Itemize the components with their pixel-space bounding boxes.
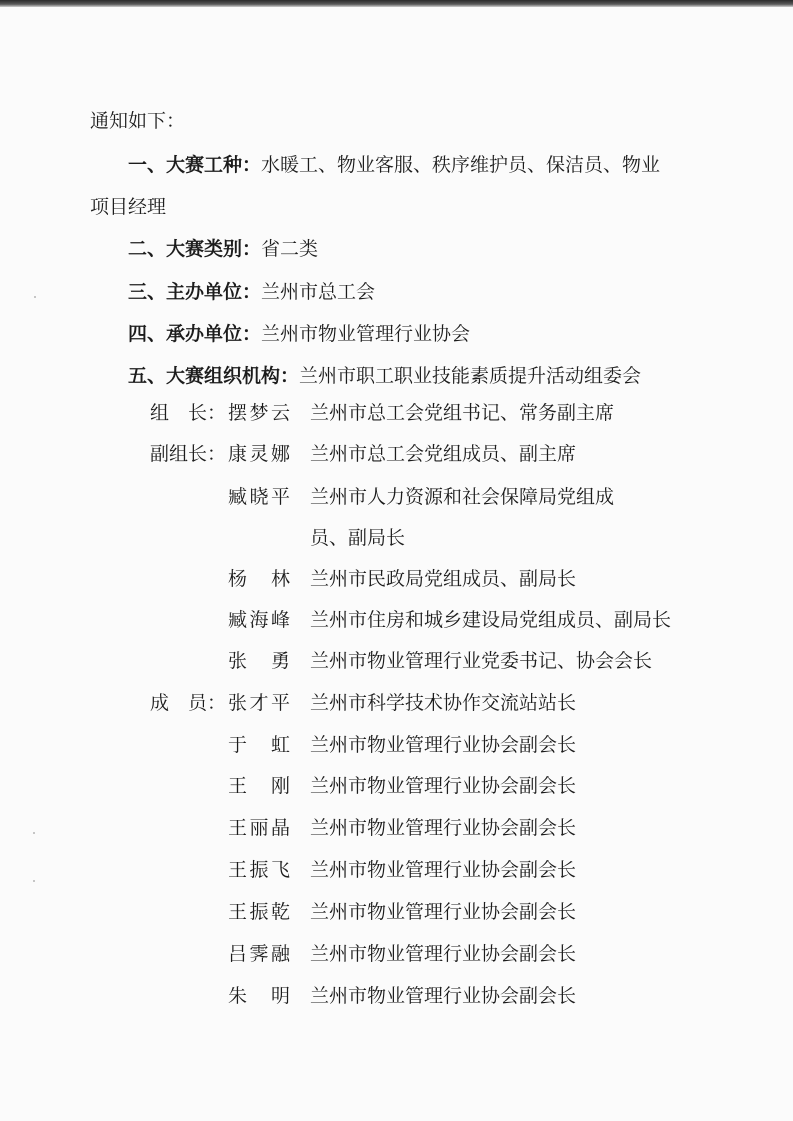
person-name: 康灵娜: [228, 443, 290, 465]
scan-speck: [33, 832, 35, 834]
section-text: 水暖工、物业客服、秩序维护员、保洁员、物业: [261, 154, 661, 176]
section-label: 二、大赛类别：: [128, 238, 262, 260]
person-name: 王振飞: [228, 859, 290, 881]
person-title: 兰州市物业管理行业协会副会长: [310, 985, 577, 1007]
section-label: 三、主办单位：: [128, 281, 262, 303]
section-text: 兰州市总工会: [261, 281, 376, 303]
section-event-category: [128, 236, 318, 262]
role-label-member: 成 员：: [150, 692, 227, 714]
role-label-deputy: 副组长：: [150, 443, 227, 465]
person-name: 王丽晶: [228, 817, 290, 839]
section-label: 四、承办单位：: [128, 323, 262, 345]
person-name: 摆梦云: [228, 402, 290, 424]
section-organizing-committee: [128, 363, 641, 389]
section-event-types-continuation: 项目经理: [90, 196, 167, 218]
person-title: 兰州市总工会党组书记、常务副主席: [310, 402, 615, 424]
person-title: 兰州市物业管理行业协会副会长: [310, 859, 577, 881]
person-name: 臧晓平: [228, 486, 290, 508]
section-organizer: [128, 279, 375, 305]
person-name: 朱明: [228, 985, 290, 1007]
person-title: 兰州市总工会党组成员、副主席: [310, 443, 577, 465]
section-host: [128, 321, 470, 347]
section-text: 省二类: [261, 238, 319, 260]
person-title: 兰州市科学技术协作交流站站长: [310, 692, 577, 714]
person-title: 兰州市物业管理行业协会副会长: [310, 734, 577, 756]
person-title: 兰州市民政局党组成员、副局长: [310, 568, 577, 590]
section-event-types: [128, 152, 660, 178]
section-text: 兰州市职工职业技能素质提升活动组委会: [299, 365, 642, 387]
person-name: 王振乾: [228, 901, 290, 923]
scan-top-edge: [0, 0, 793, 7]
person-title: 兰州市物业管理行业协会副会长: [310, 775, 577, 797]
person-name: 臧海峰: [228, 609, 290, 631]
person-title-continuation: 员、副局长: [310, 527, 406, 549]
person-title: 兰州市物业管理行业协会副会长: [310, 817, 577, 839]
person-title: 兰州市物业管理行业党委书记、协会会长: [310, 650, 653, 672]
person-title: 兰州市物业管理行业协会副会长: [310, 943, 577, 965]
person-title: 兰州市人力资源和社会保障局党组成: [310, 486, 615, 508]
person-name: 张才平: [228, 692, 290, 714]
scan-speck: [34, 296, 36, 298]
person-name: 张勇: [228, 650, 290, 672]
person-name: 杨林: [228, 568, 290, 590]
person-name: 吕霁融: [228, 943, 290, 965]
role-label-leader: 组 长：: [150, 402, 227, 424]
intro-line: 通知如下：: [90, 110, 186, 132]
section-text: 兰州市物业管理行业协会: [261, 323, 471, 345]
person-title: 兰州市物业管理行业协会副会长: [310, 901, 577, 923]
person-title: 兰州市住房和城乡建设局党组成员、副局长: [310, 609, 672, 631]
section-label: 一、大赛工种：: [128, 154, 262, 176]
person-name: 于虹: [228, 734, 290, 756]
person-name: 王刚: [228, 775, 290, 797]
section-label: 五、大赛组织机构：: [128, 365, 300, 387]
scan-speck: [33, 880, 35, 882]
